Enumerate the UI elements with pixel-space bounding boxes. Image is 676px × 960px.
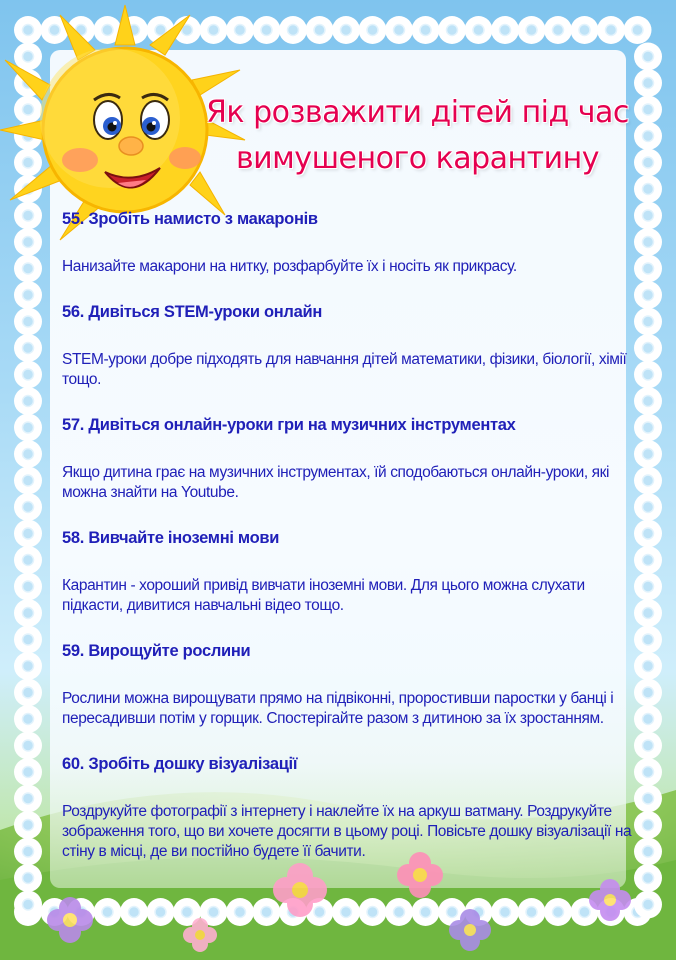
tip-text: STEM-уроки добре підходять для навчання дітей математики, фізики, біології, хімії тощо. bbox=[62, 351, 627, 388]
tip-heading: 60. Зробіть дошку візуалізації bbox=[62, 755, 298, 773]
tip-text: Якщо дитина грає на музичних інструментах, їй сподобаються онлайн-уроки, які можна знайти на Youtube. bbox=[62, 464, 610, 501]
tip-text: Нанизайте макарони на нитку, розфарбуйте їх і носіть як прикрасу. bbox=[62, 258, 517, 275]
tip-text: Карантин - хороший привід вивчати іноземні мови. Для цього можна слухати підкасти, дивитися навчальні відео тощо. bbox=[62, 577, 585, 614]
title-line-1: Як розважити дітей під час bbox=[206, 95, 629, 130]
page-title bbox=[205, 90, 630, 182]
tip-item bbox=[62, 414, 644, 503]
tip-text: Рослини можна вирощувати прямо на підвіконні, проростивши паростки у банці і пересадивши потім у горщик. Спостерігайте разом з дитиною за їх зростанням. bbox=[62, 690, 614, 727]
tip-item bbox=[62, 301, 644, 390]
tip-item bbox=[62, 640, 644, 729]
tip-item bbox=[62, 527, 644, 616]
tip-item bbox=[62, 208, 644, 277]
title-line-2: вимушеного карантину bbox=[236, 141, 599, 176]
tip-heading: 59. Вирощуйте рослини bbox=[62, 642, 251, 660]
tip-heading: 56. Дивіться STEM-уроки онлайн bbox=[62, 303, 323, 321]
tip-heading: 57. Дивіться онлайн-уроки гри на музичних інструментах bbox=[62, 416, 516, 434]
tip-heading: 55. Зробіть намисто з макаронів bbox=[62, 210, 318, 228]
tip-text: Роздрукуйте фотографії з інтернету і наклейте їх на аркуш ватману. Роздрукуйте зображення того, що ви хочете досягти в цьому році. Повісьте дошку візуалізації на стіну в місці, де ви постійно будете її бачити. bbox=[62, 803, 632, 860]
tip-heading: 58. Вивчайте іноземні мови bbox=[62, 529, 280, 547]
flowers-illustration bbox=[0, 780, 676, 960]
